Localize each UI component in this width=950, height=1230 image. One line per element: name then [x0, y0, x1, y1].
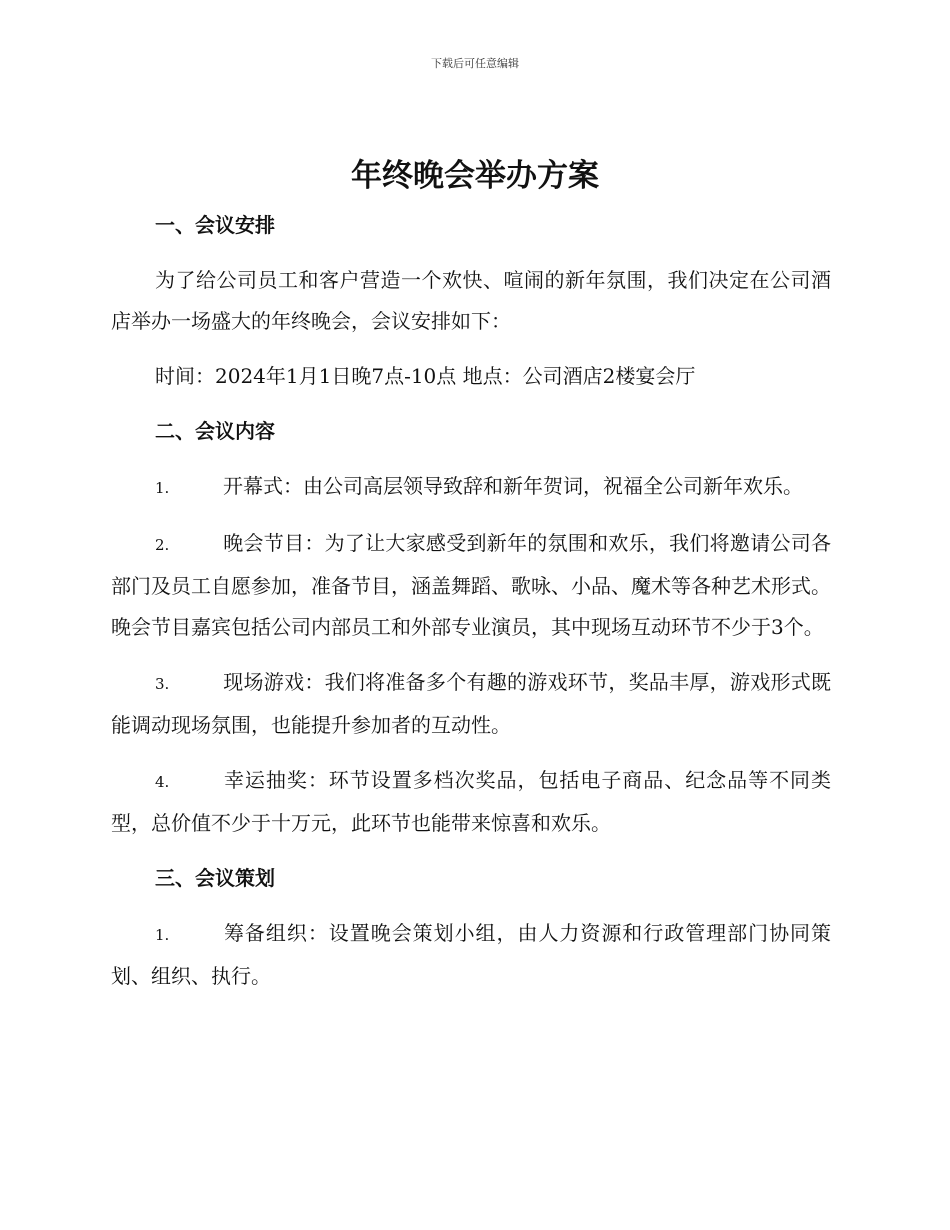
list-item	[111, 662, 831, 746]
list-item-number: 3.	[155, 675, 170, 693]
list-item	[111, 466, 831, 509]
section-meeting-planning	[111, 858, 831, 997]
list-item-text: 开幕式：由公司高层领导致辞和新年贺词，祝福全公司新年欢乐。	[223, 474, 803, 498]
paragraph-time-location: 时间：2024年1月1日晚7点-10点 地点：公司酒店2楼宴会厅	[155, 364, 696, 388]
document-title: 年终晚会举办方案	[351, 158, 599, 194]
paragraph: 为了给公司员工和客户营造一个欢快、喧闹的新年氛围，我们决定在公司酒店举办一场盛大的年终晚会，会议安排如下：	[111, 268, 831, 333]
list-item-number: 1.	[155, 926, 170, 944]
section-heading: 二、会议内容	[155, 419, 275, 443]
list-item-text: 晚会节目：为了让大家感受到新年的氛围和欢乐，我们将邀请公司各部门及员工自愿参加，准备节目，涵盖舞蹈、歌咏、小品、魔术等各种艺术形式。晚会节目嘉宾包括公司内部员工和外部专业演员，其中现场互动环节不少于3个。	[111, 531, 831, 639]
list-item-text: 幸运抽奖：环节设置多档次奖品，包括电子商品、纪念品等不同类型，总价值不少于十万元，此环节也能带来惊喜和欢乐。	[111, 768, 831, 835]
section-meeting-arrangement	[111, 205, 831, 397]
list-item-text: 筹备组织：设置晚会策划小组，由人力资源和行政管理部门协同策划、组织、执行。	[111, 921, 831, 988]
list-item-text: 现场游戏：我们将准备多个有趣的游戏环节，奖品丰厚，游戏形式既能调动现场氛围，也能提升参加者的互动性。	[111, 670, 831, 737]
section-heading: 三、会议策划	[155, 866, 275, 890]
section-heading: 一、会议安排	[155, 213, 275, 237]
list-item-number: 1.	[155, 479, 170, 497]
header-note: 下载后可任意编辑	[431, 57, 519, 70]
list-item-number: 4.	[155, 773, 170, 791]
list-item-number: 2.	[155, 536, 170, 554]
document-body	[111, 205, 831, 1011]
list-item	[111, 760, 831, 844]
list-item	[111, 913, 831, 997]
list-item	[111, 523, 831, 648]
section-meeting-content	[111, 411, 831, 844]
